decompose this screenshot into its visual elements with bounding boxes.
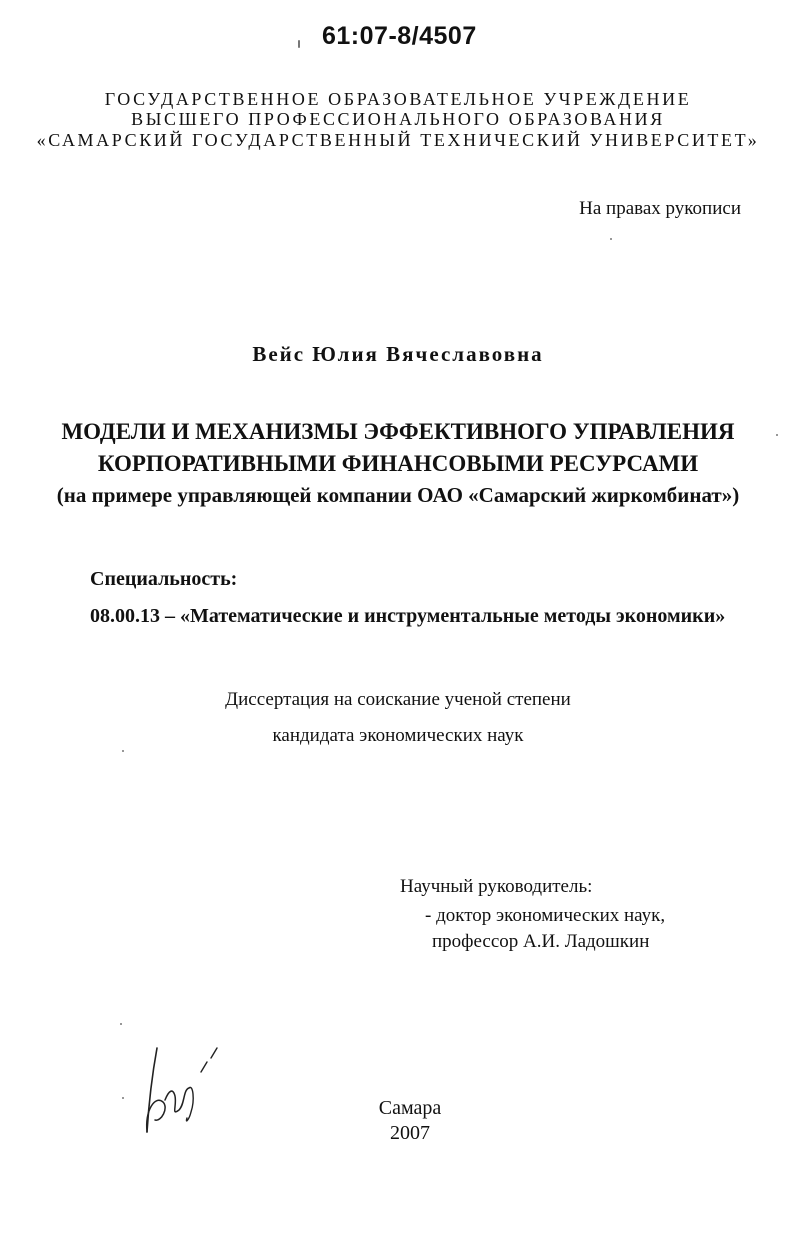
dissertation-title-line-2: КОРПОРАТИВНЫМИ ФИНАНСОВЫМИ РЕСУРСАМИ — [97, 451, 699, 476]
scan-speck — [776, 434, 778, 436]
institution-line-1: ГОСУДАРСТВЕННОЕ ОБРАЗОВАТЕЛЬНОЕ УЧРЕЖДЕНИЕ — [104, 89, 692, 109]
institution-line-2: ВЫСШЕГО ПРОФЕССИОНАЛЬНОГО ОБРАЗОВАНИЯ — [131, 109, 665, 129]
dissertation-subtitle: (на примере управляющей компании ОАО «Самарский жиркомбинат») — [56, 483, 740, 507]
institution-line-3: «САМАРСКИЙ ГОСУДАРСТВЕННЫЙ ТЕХНИЧЕСКИЙ УНИВЕРСИТЕТ» — [36, 130, 760, 150]
author-name: Вейс Юлия Вячеславовна — [252, 342, 544, 366]
scan-speck — [610, 238, 612, 240]
dissertation-title-line-1: МОДЕЛИ И МЕХАНИЗМЫ ЭФФЕКТИВНОГО УПРАВЛЕНИЯ — [61, 419, 735, 444]
manuscript-note: На правах рукописи — [579, 198, 741, 219]
advisor-name: профессор А.И. Ладошкин — [432, 931, 650, 952]
advisor-label: Научный руководитель: — [400, 876, 593, 897]
scan-speck — [122, 750, 124, 752]
scan-speck — [122, 1097, 124, 1099]
advisor-degree: - доктор экономических наук, — [425, 905, 666, 926]
scan-speck — [298, 40, 300, 48]
degree-line-1: Диссертация на соискание ученой степени — [225, 689, 571, 710]
scan-speck — [120, 1023, 122, 1025]
catalog-number: 61:07-8/4507 — [322, 22, 477, 50]
degree-line-2: кандидата экономических наук — [272, 725, 524, 746]
year: 2007 — [390, 1122, 430, 1144]
city: Самара — [378, 1097, 442, 1119]
specialty-value: 08.00.13 – «Математические и инструментальные методы экономики» — [90, 605, 726, 627]
specialty-label: Специальность: — [90, 568, 238, 590]
